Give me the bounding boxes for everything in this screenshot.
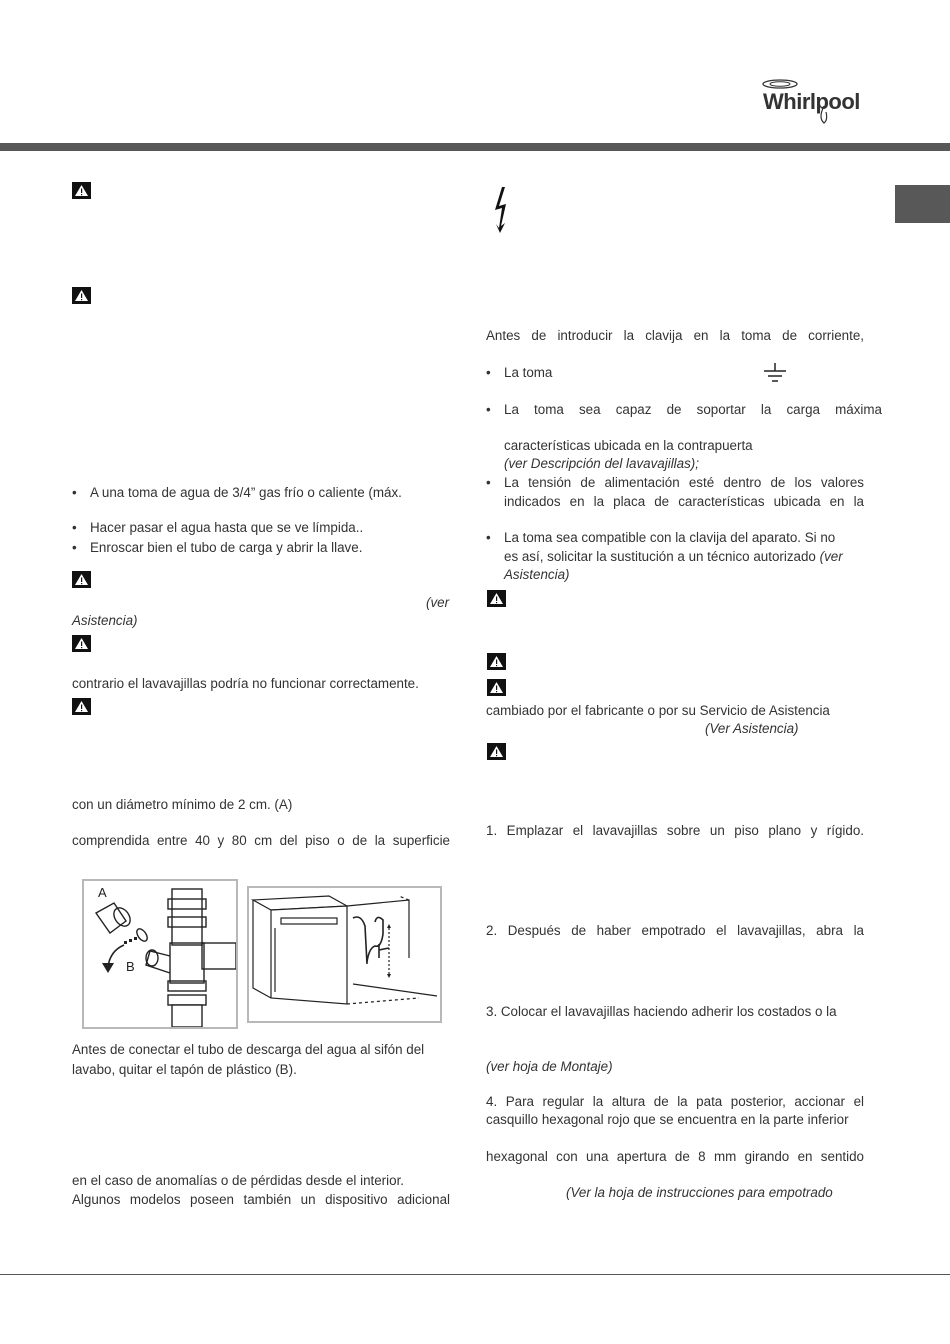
siphon-figure (82, 879, 238, 1029)
reference-text: (ver Descripción del lavavajillas); (504, 456, 699, 471)
drain-height-figure (247, 886, 442, 1023)
body-text: Antes de conectar el tubo de descarga del agua al sifón del (72, 1042, 425, 1057)
figure-label-b: B (126, 959, 135, 974)
body-text: Algunos modelos poseen también un dispositivo adicional (72, 1192, 450, 1207)
step-text: 2. Después de haber empotrado el lavavajillas, abra la (486, 923, 864, 938)
siphon-illustration (84, 881, 236, 1027)
lightning-icon (490, 186, 512, 234)
list-item: • La toma sea capaz de soportar la carga máxima (486, 401, 882, 420)
warning-icon (72, 287, 91, 304)
list-item: • A una toma de agua de 3/4” gas frío o caliente (máx. (72, 484, 468, 503)
body-text: en el caso de anomalías o de pérdidas desde el interior. (72, 1173, 405, 1188)
step-text: casquillo hexagonal rojo que se encuentra en la parte inferior (486, 1112, 849, 1127)
reference-text: Asistencia) (504, 567, 570, 582)
reference-text: (ver hoja de Montaje) (486, 1059, 613, 1074)
list-item: • La toma (486, 364, 552, 383)
warning-icon (487, 653, 506, 670)
body-text: contrario el lavavajillas podría no funcionar correctamente. (72, 676, 419, 691)
warning-icon (72, 698, 91, 715)
body-text: Antes de introducir la clavija en la toma de corriente, (486, 328, 864, 343)
list-item: • La toma sea compatible con la clavija del aparato. Si no (486, 529, 835, 548)
body-text: cambiado por el fabricante o por su Servicio de Asistencia (486, 703, 830, 718)
warning-icon (72, 571, 91, 588)
step-text: 3. Colocar el lavavajillas haciendo adherir los costados o la (486, 1004, 837, 1019)
list-item: • Enroscar bien el tubo de carga y abrir la llave. (72, 539, 468, 558)
warning-icon (72, 182, 91, 199)
svg-text:Whirlpool: Whirlpool (763, 89, 860, 114)
body-text: indicados en la placa de características ubicada en la (504, 494, 864, 509)
list-item: • Hacer pasar el agua hasta que se ve límpida.. (72, 519, 468, 538)
figure-label-a: A (98, 885, 107, 900)
ground-icon (762, 362, 788, 384)
section-tab (895, 185, 950, 223)
body-text: lavabo, quitar el tapón de plástico (B). (72, 1062, 297, 1077)
dishwasher-illustration (249, 888, 440, 1021)
warning-icon (487, 590, 506, 607)
body-text: comprendida entre 40 y 80 cm del piso o de la superficie (72, 833, 450, 848)
footer-rule (0, 1274, 950, 1275)
body-text: características ubicada en la contrapuerta (504, 438, 753, 453)
reference-text: (ver (426, 595, 450, 610)
step-text: hexagonal con una apertura de 8 mm girando en sentido (486, 1149, 864, 1164)
body-text: con un diámetro mínimo de 2 cm. (A) (72, 797, 293, 812)
whirlpool-logo (758, 76, 868, 126)
step-text: 1. Emplazar el lavavajillas sobre un piso plano y rígido. (486, 823, 864, 838)
reference-text: (Ver Asistencia) (705, 721, 799, 736)
warning-icon (72, 635, 91, 652)
reference-text: (Ver la hoja de instrucciones para empotrado (566, 1185, 833, 1200)
body-text: es así, solicitar la sustitución a un técnico autorizado (ver (504, 549, 843, 564)
header-bar (0, 143, 950, 151)
warning-icon (487, 679, 506, 696)
list-item: • La tensión de alimentación esté dentro de los valores (486, 474, 864, 493)
warning-icon (487, 743, 506, 760)
step-text: 4. Para regular la altura de la pata posterior, accionar el (486, 1094, 864, 1109)
reference-text: Asistencia) (72, 613, 138, 628)
